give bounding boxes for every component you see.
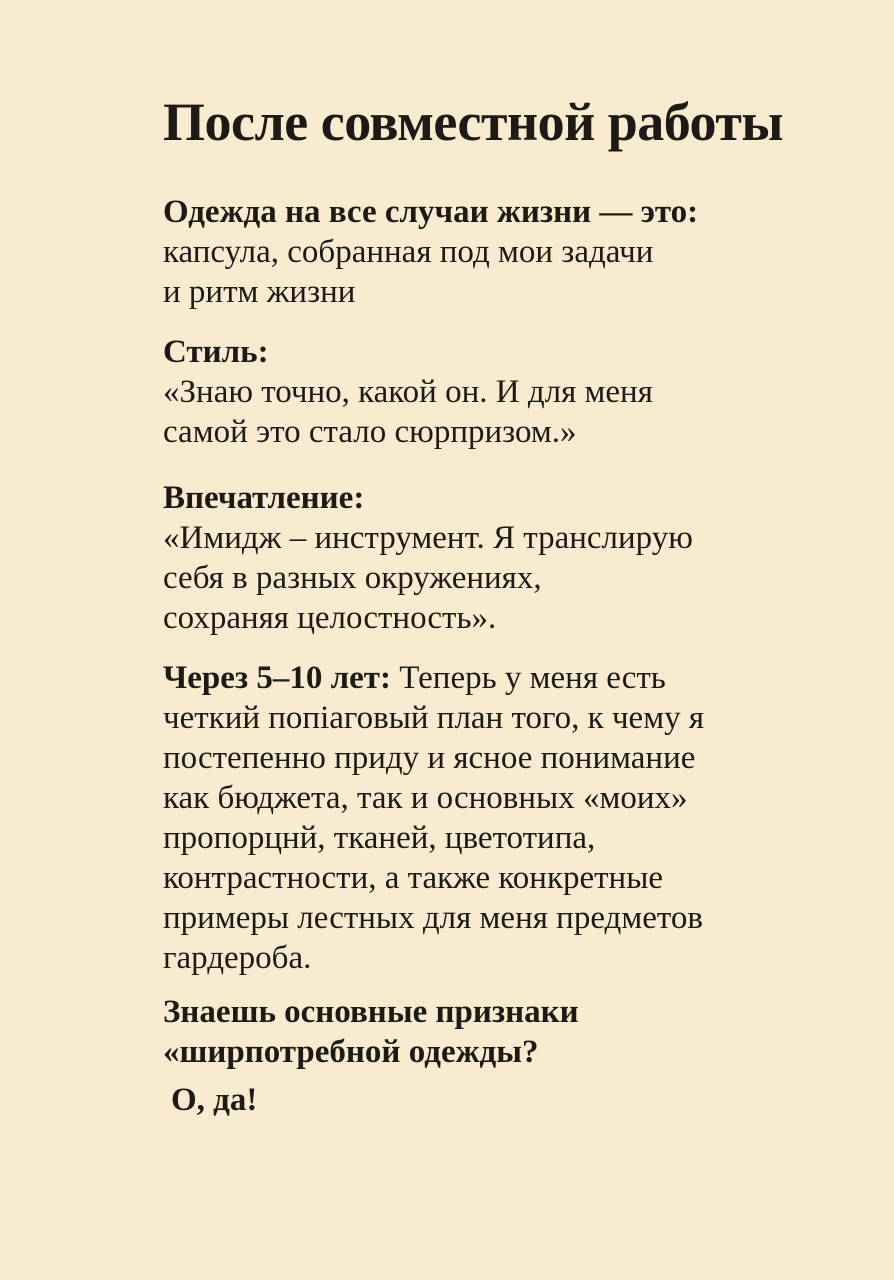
- text-line: [163, 192, 823, 232]
- bold-run: «ширпотребной одежды?: [163, 1034, 539, 1071]
- text-line: [163, 898, 823, 938]
- text-content: [163, 192, 823, 1120]
- bold-run: Знаешь основные признаки: [163, 994, 579, 1031]
- text-line: [163, 412, 823, 452]
- text-run: капсула, собранная под мои задачи: [163, 234, 654, 271]
- bold-run: Через 5–10 лет:: [163, 660, 400, 697]
- text-run: пропорцнй, тканей, цветотипа,: [163, 820, 596, 857]
- text-line: [163, 778, 823, 818]
- text-line: [163, 558, 823, 598]
- text-line: [163, 372, 823, 412]
- bold-run: Стиль:: [163, 334, 269, 371]
- text-run: и ритм жизни: [163, 274, 356, 311]
- paragraph-question: [163, 992, 823, 1072]
- text-run: Теперь у меня есть: [399, 660, 666, 697]
- text-line: [163, 518, 823, 558]
- text-line: [163, 478, 823, 518]
- text-run: «Имидж – инструмент. Я транслирую: [163, 520, 693, 557]
- text-line: [163, 992, 823, 1032]
- text-run: сохраняя целостность».: [163, 600, 497, 637]
- text-line: [163, 272, 823, 312]
- paragraph-wardrobe-definition: [163, 192, 823, 312]
- text-line: [163, 658, 823, 698]
- bold-run: Впечатление:: [163, 480, 365, 517]
- text-line: [163, 858, 823, 898]
- text-run: гардероба.: [163, 940, 312, 977]
- text-run: постепенно приду и ясное понимание: [163, 740, 696, 777]
- paragraph-style: [163, 332, 823, 452]
- text-run: четкий попіаговый план того, к чему я: [163, 700, 705, 737]
- text-line: [163, 332, 823, 372]
- text-line: [171, 1080, 823, 1120]
- text-run: «Знаю точно, какой он. И для меня: [163, 374, 653, 411]
- paragraph-in-5-10-years: [163, 658, 823, 978]
- text-run: контрастности, а также конкретные: [163, 860, 664, 897]
- text-line: [163, 598, 823, 638]
- text-run: как бюджета, так и основных «моих»: [163, 780, 688, 817]
- bold-run: О, да!: [171, 1082, 258, 1119]
- text-run: самой это стало сюрпризом.»: [163, 414, 577, 451]
- page-title: После совместной работы: [163, 92, 784, 152]
- text-line: [163, 232, 823, 272]
- slide-page: [163, 92, 823, 1140]
- text-line: [163, 1032, 823, 1072]
- paragraph-answer: [163, 1080, 823, 1120]
- bold-run: Одежда на все случаи жизни — это:: [163, 194, 699, 231]
- text-line: [163, 938, 823, 978]
- paragraph-impression: [163, 478, 823, 638]
- text-run: примеры лестных для меня предметов: [163, 900, 703, 937]
- text-line: [163, 818, 823, 858]
- text-run: себя в разных окружениях,: [163, 560, 542, 597]
- text-line: [163, 738, 823, 778]
- text-line: [163, 698, 823, 738]
